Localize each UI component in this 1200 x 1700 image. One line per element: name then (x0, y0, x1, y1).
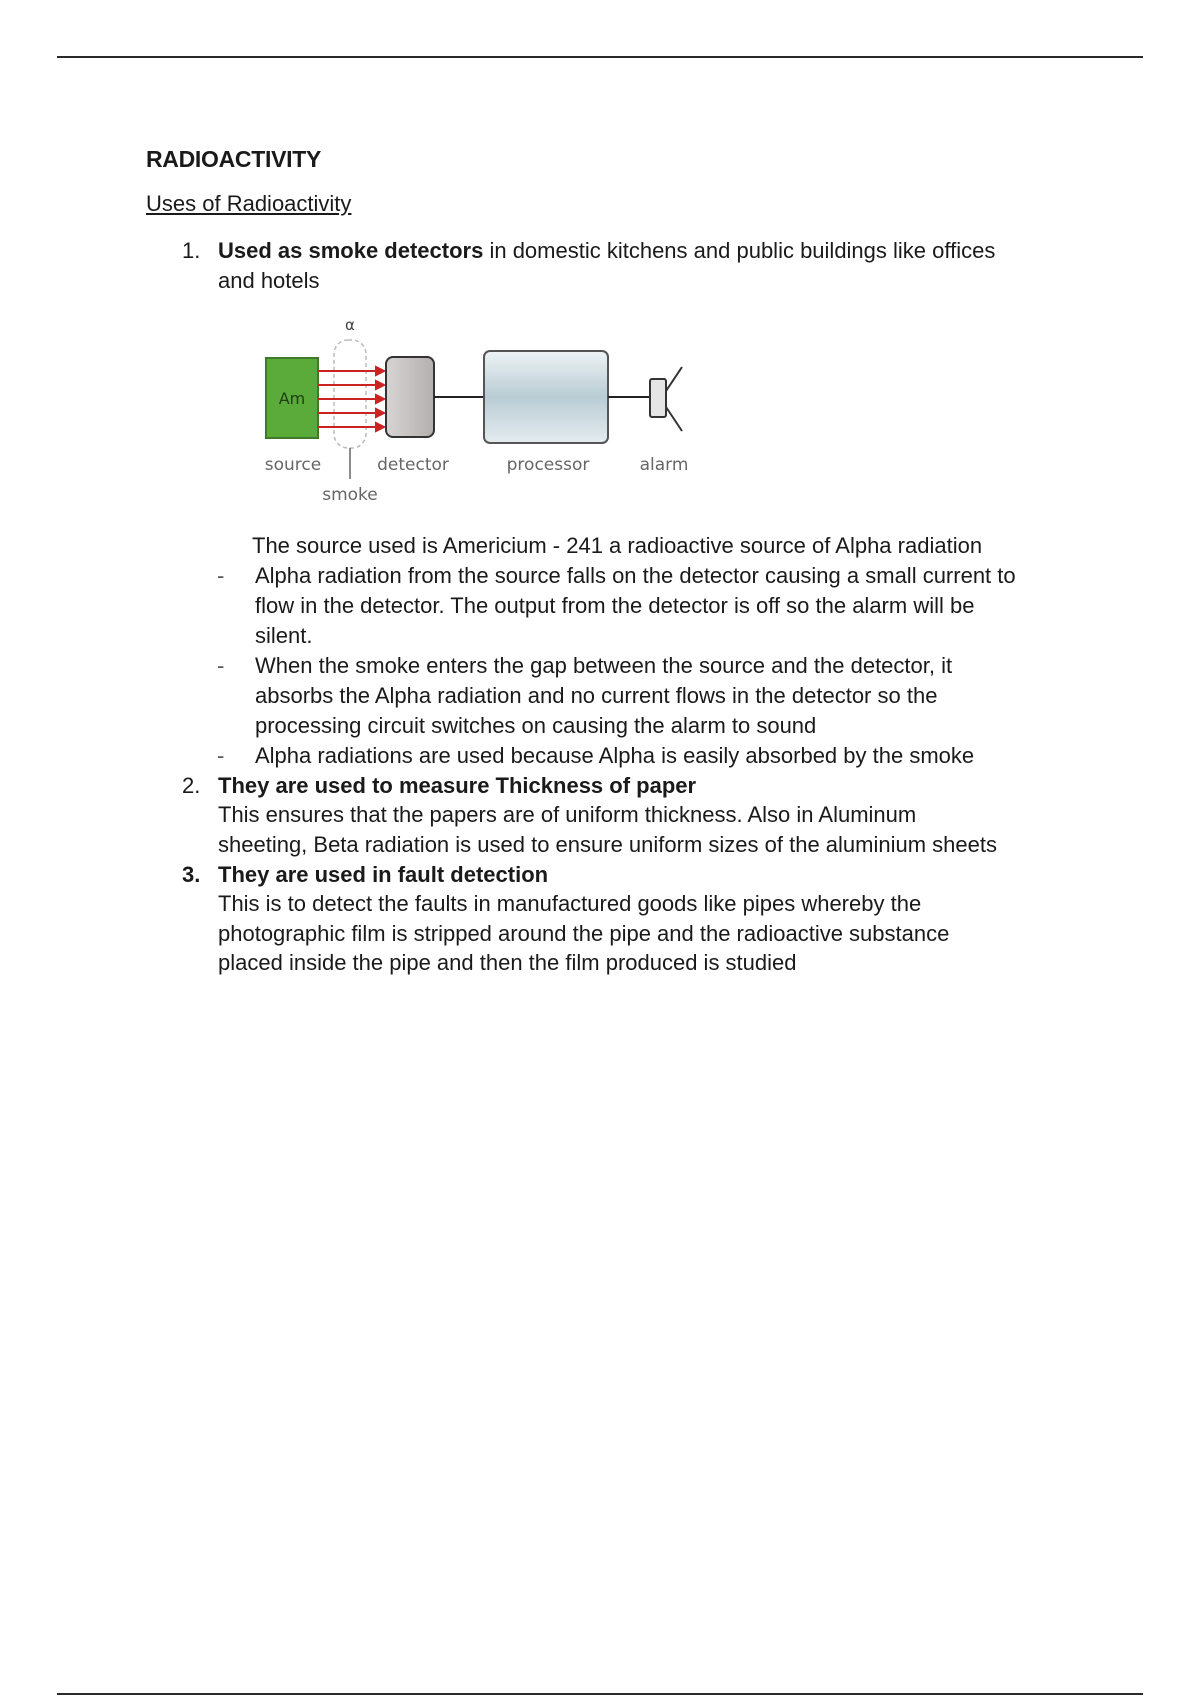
item2-line2: sheeting, Beta radiation is used to ensure uniform sizes of the aluminium sheets (218, 832, 997, 857)
item2-heading: They are used to measure Thickness of paper (218, 773, 697, 798)
processor-box (484, 351, 608, 443)
bullet-marker: - (217, 563, 225, 588)
bullet2-line2: absorbs the Alpha radiation and no current flows in the detector so the (255, 683, 938, 708)
page-title: RADIOACTIVITY (146, 146, 321, 172)
bullet1-line1: Alpha radiation from the source falls on the detector causing a small current to (255, 563, 1016, 588)
item1-line2: and hotels (218, 268, 320, 293)
item3-line3: placed inside the pipe and then the film produced is studied (218, 950, 797, 975)
item3-number: 3. (182, 862, 201, 887)
item1-rest: in domestic kitchens and public buildings like offices (483, 238, 996, 263)
item1-bold: Used as smoke detectors (218, 238, 484, 263)
alpha-ray-head (376, 409, 384, 417)
smoke-region (334, 340, 366, 448)
item3-line2: photographic film is stripped around the pipe and the radioactive substance (218, 921, 950, 946)
item3-heading: They are used in fault detection (218, 862, 549, 887)
smoke-detector-diagram (258, 315, 708, 510)
bullet2-line1: When the smoke enters the gap between the source and the detector, it (255, 653, 953, 678)
alarm-speaker (650, 379, 666, 417)
bullet1-line3: silent. (255, 623, 313, 648)
header-rule (57, 56, 1143, 58)
item1-intro: The source used is Americium - 241 a radioactive source of Alpha radiation (252, 533, 983, 558)
detector-box (386, 357, 434, 437)
alpha-ray-head (376, 381, 384, 389)
alpha-ray-head (376, 367, 384, 375)
label-detector: detector (377, 455, 449, 475)
label-processor: processor (506, 455, 590, 475)
item2-line1: This ensures that the papers are of uniform thickness. Also in Aluminum (218, 802, 917, 827)
source-symbol: Am (278, 389, 306, 408)
label-alarm: alarm (639, 455, 689, 475)
label-source: source (264, 455, 322, 475)
item1-number: 1. (182, 238, 201, 263)
bullet-marker: - (217, 743, 225, 768)
bullet-marker: - (217, 653, 225, 678)
item1-line1 (218, 236, 995, 266)
label-smoke: smoke (322, 485, 378, 505)
footer-rule (57, 1693, 1143, 1695)
item3-line1: This is to detect the faults in manufactured goods like pipes whereby the (218, 891, 922, 916)
bullet2-line3: processing circuit switches on causing the alarm to sound (255, 713, 817, 738)
section-subtitle: Uses of Radioactivity (146, 191, 352, 216)
bullet3-line1: Alpha radiations are used because Alpha is easily absorbed by the smoke (255, 743, 975, 768)
alpha-ray-head (376, 395, 384, 403)
alpha-ray-head (376, 423, 384, 431)
alpha-symbol: α (345, 316, 355, 334)
bullet1-line2: flow in the detector. The output from the detector is off so the alarm will be (255, 593, 975, 618)
item2-number: 2. (182, 773, 201, 798)
